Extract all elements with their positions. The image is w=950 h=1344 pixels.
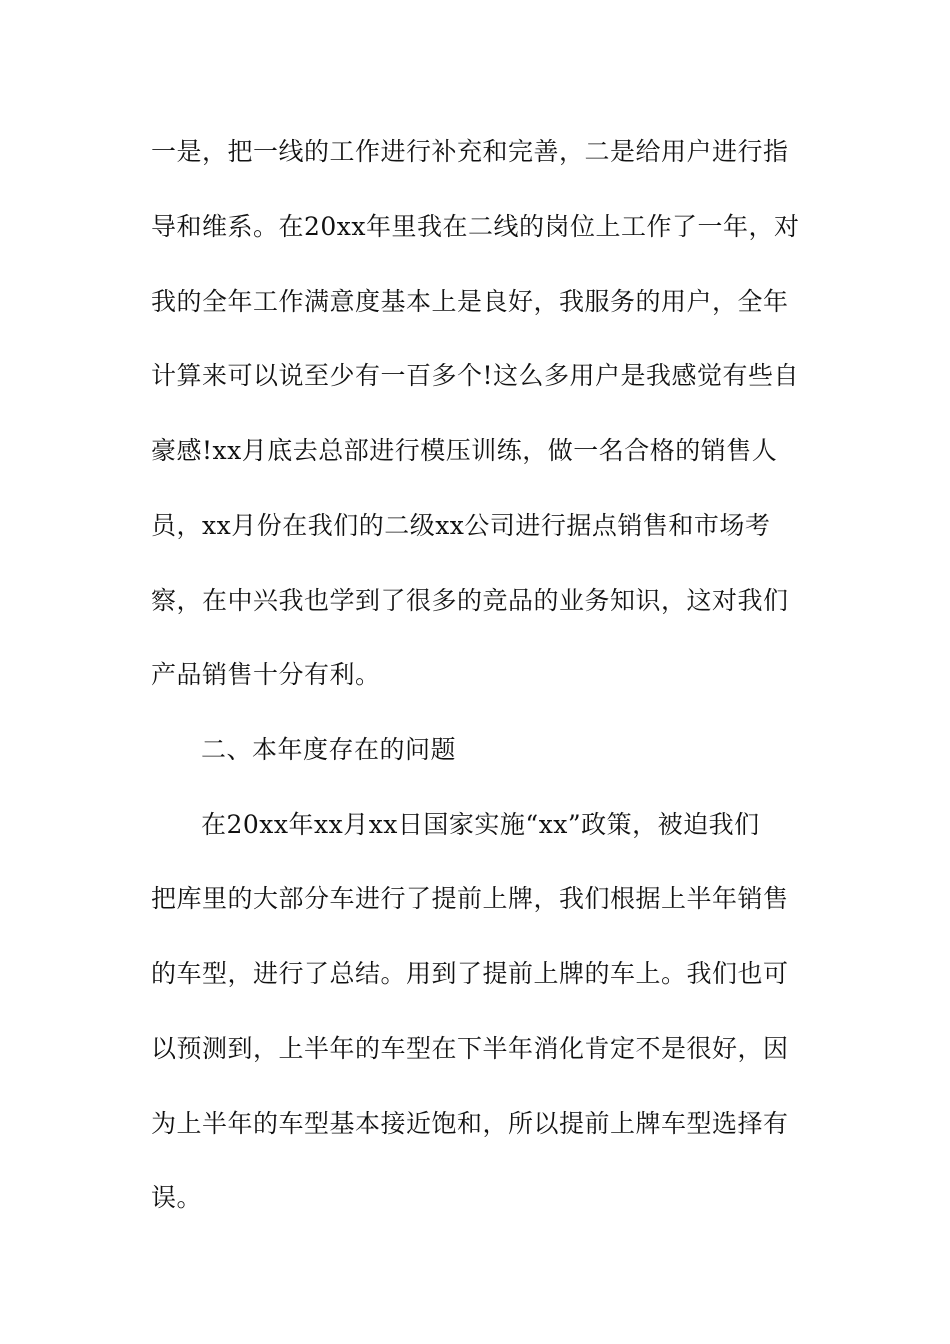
- paragraph-2-line-6: 误。: [151, 1183, 203, 1212]
- paragraph-2-line-2: 把库里的大部分车进行了提前上牌，我们根据上半年销售: [151, 884, 789, 913]
- paragraph-1-line-4: 计算来可以说至少有一百多个!这么多用户是我感觉有些自: [151, 361, 800, 390]
- paragraph-1-line-1: 一是，把一线的工作进行补充和完善，二是给用户进行指: [151, 137, 789, 166]
- paragraph-1-line-5: 豪感!xx月底去总部进行模压训练，做一名合格的销售人: [151, 436, 778, 465]
- paragraph-2-line-1: 在20xx年xx月xx日国家实施“xx”政策，被迫我们: [201, 810, 760, 839]
- paragraph-1-line-3: 我的全年工作满意度基本上是良好，我服务的用户，全年: [151, 287, 789, 316]
- paragraph-2-line-4: 以预测到，上半年的车型在下半年消化肯定不是很好，因: [151, 1034, 789, 1063]
- paragraph-1-line-6: 员，xx月份在我们的二级xx公司进行据点销售和市场考: [151, 511, 771, 540]
- paragraph-1-line-2: 导和维系。在20xx年里我在二线的岗位上工作了一年，对: [151, 212, 800, 241]
- section-heading-problems: 二、本年度存在的问题: [201, 735, 457, 764]
- paragraph-1-line-8: 产品销售十分有利。: [151, 660, 381, 689]
- paragraph-1-line-7: 察，在中兴我也学到了很多的竞品的业务知识，这对我们: [151, 586, 789, 615]
- paragraph-2-line-5: 为上半年的车型基本接近饱和，所以提前上牌车型选择有: [151, 1109, 789, 1138]
- paragraph-2-line-3: 的车型，进行了总结。用到了提前上牌的车上。我们也可: [151, 959, 789, 988]
